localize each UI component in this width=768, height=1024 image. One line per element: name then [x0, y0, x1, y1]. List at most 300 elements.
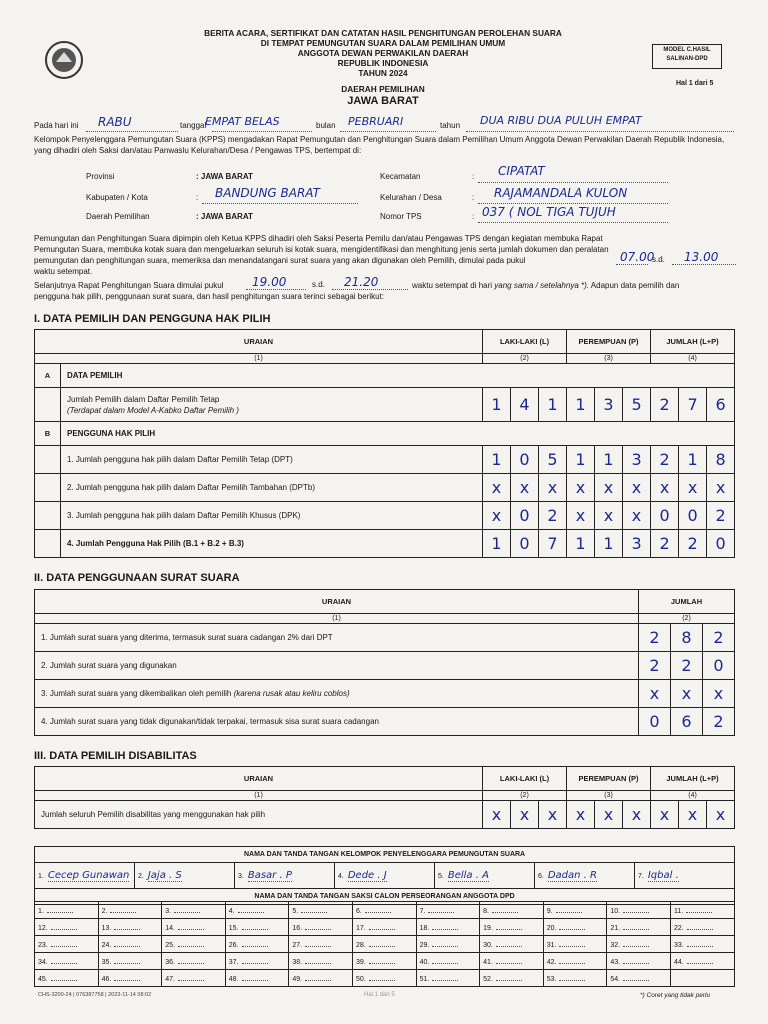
kpps-title: NAMA DAN TANDA TANGAN KELOMPOK PENYELENGGARA PEMUNGUTAN SUARA — [35, 847, 735, 863]
saksi-signature-cell — [162, 936, 226, 953]
saksi-signature-cell — [543, 970, 607, 987]
saksi-dotted-line — [114, 940, 140, 947]
kpps-name: Jaja . S — [147, 870, 182, 881]
s2-num-2: (2) — [639, 614, 735, 624]
saksi-dotted-line — [432, 974, 458, 981]
kpps-number: 3. — [238, 873, 244, 880]
saksi-number: 14. — [165, 924, 175, 932]
bulan-value: PEBRUARI — [348, 115, 404, 128]
kecamatan-label: Kecamatan — [380, 172, 421, 181]
s2-r3-digit: x — [703, 680, 735, 708]
saksi-dotted-line — [369, 957, 395, 964]
saksi-signature-cell — [480, 970, 544, 987]
saksi-dotted-line — [496, 957, 522, 964]
saksi-dotted-line — [51, 974, 77, 981]
saksi-number: 50. — [355, 975, 366, 983]
saksi-signature-cell — [670, 919, 734, 936]
s3-num-4: (4) — [651, 791, 735, 801]
saksi-number: 23. — [38, 941, 48, 949]
s1-num-2: (2) — [483, 354, 567, 364]
saksi-signature-cell — [607, 902, 671, 919]
s1-col-j: JUMLAH (L+P) — [651, 330, 735, 354]
saksi-signature-cell — [98, 970, 162, 987]
s2-r1-digit: 2 — [703, 624, 735, 652]
saksi-dotted-line — [432, 940, 458, 947]
s1-b1-digit: 1 — [595, 446, 623, 474]
saksi-dotted-line — [432, 957, 458, 964]
body-line-5-after: Adapun data pemilih dan — [590, 281, 680, 290]
saksi-dotted-line — [369, 974, 395, 981]
saksi-dotted-line — [496, 974, 522, 981]
s2-col-uraian: URAIAN — [35, 590, 639, 614]
s2-r1-digit: 2 — [639, 624, 671, 652]
s1-a-row-label — [61, 388, 483, 422]
s2-r1-digit: 8 — [671, 624, 703, 652]
s1-b1-digit: 2 — [651, 446, 679, 474]
saksi-empty-cell — [670, 970, 734, 987]
saksi-dotted-line — [623, 906, 649, 913]
tps-value: 037 ( NOL TIGA TUJUH — [482, 205, 616, 219]
area-label: DAERAH PEMILIHAN — [341, 84, 425, 94]
saksi-dotted-line — [369, 923, 395, 930]
saksi-number: 30. — [483, 941, 493, 949]
s2-r4-digit: 2 — [703, 708, 735, 736]
count-end-time: 21.20 — [344, 275, 379, 289]
saksi-dotted-line — [47, 906, 73, 913]
saksi-signature-cell — [35, 953, 99, 970]
s3-digit: x — [511, 801, 539, 829]
saksi-dotted-line — [242, 957, 268, 964]
s1-b4-digit: 0 — [511, 530, 539, 558]
s2-row-4-label: 4. Jumlah surat suara yang tidak digunakan/tidak terpakai, termasuk sisa surat suara cadangan — [35, 708, 639, 736]
body-line-5: Selanjutnya Rapat Penghitungan Suara dimulai pukul — [34, 281, 224, 290]
s1-b3-digit: x — [483, 502, 511, 530]
saksi-signature-cell — [480, 953, 544, 970]
s1-num-4: (4) — [651, 354, 735, 364]
saksi-number: 45. — [38, 975, 48, 983]
saksi-dotted-line — [114, 923, 140, 930]
saksi-signature-cell — [543, 902, 607, 919]
saksi-signature-cell — [352, 902, 416, 919]
saksi-number: 16. — [292, 924, 303, 932]
s1-b4-digit: 0 — [707, 530, 735, 558]
s1-a-title: DATA PEMILIH — [61, 364, 735, 388]
saksi-dotted-line — [305, 957, 331, 964]
provinsi-label: Provinsi — [86, 172, 115, 181]
s1-b4-digit: 2 — [651, 530, 679, 558]
saksi-signature-cell — [416, 936, 480, 953]
s1-a-digit: 6 — [707, 388, 735, 422]
s1-b2-digit: x — [483, 474, 511, 502]
provinsi-value: : JAWA BARAT — [196, 172, 253, 181]
section-2-title: II. DATA PENGGUNAAN SURAT SUARA — [34, 572, 240, 584]
saksi-number: 37. — [228, 958, 239, 966]
saksi-number: 3. — [165, 907, 172, 915]
saksi-number: 5. — [292, 907, 299, 915]
s3-digit: x — [707, 801, 735, 829]
s1-b4-digit: 1 — [595, 530, 623, 558]
s3-num-3: (3) — [567, 791, 651, 801]
kpps-number: 7. — [638, 873, 644, 880]
saksi-number: 29. — [419, 941, 430, 949]
area-value: JAWA BARAT — [347, 95, 419, 107]
s1-b3-digit: x — [567, 502, 595, 530]
saksi-number: 47. — [165, 975, 175, 983]
saksi-signature-cell — [352, 919, 416, 936]
saksi-dotted-line — [305, 940, 331, 947]
saksi-dotted-line — [242, 974, 268, 981]
saksi-dotted-line — [114, 957, 140, 964]
saksi-number: 9. — [546, 907, 553, 915]
page-indicator: Hal 1 dari 5 — [676, 80, 714, 87]
saksi-dotted-line — [492, 906, 518, 913]
saksi-signature-cell — [98, 936, 162, 953]
saksi-dotted-line — [623, 923, 649, 930]
saksi-dotted-line — [305, 974, 331, 981]
saksi-number: 33. — [673, 941, 684, 949]
s1-num-1: (1) — [35, 354, 483, 364]
s2-r4-digit: 0 — [639, 708, 671, 736]
saksi-number: 51. — [419, 975, 430, 983]
saksi-signature-cell — [607, 970, 671, 987]
saksi-signature-cell — [35, 919, 99, 936]
kpps-name: Cecep Gunawan — [47, 870, 130, 881]
saksi-signature-cell — [607, 953, 671, 970]
s1-b4-digit: 3 — [623, 530, 651, 558]
saksi-dotted-line — [559, 957, 585, 964]
kpps-name: Basar . P — [247, 870, 292, 881]
saksi-signature-cell — [480, 902, 544, 919]
saksi-signature-cell — [480, 936, 544, 953]
saksi-number: 2. — [101, 907, 108, 915]
s3-digit: x — [679, 801, 707, 829]
s2-r3-digit: x — [639, 680, 671, 708]
saksi-number: 34. — [38, 958, 48, 966]
s1-b2-digit: x — [511, 474, 539, 502]
s1-b4-digit: 2 — [679, 530, 707, 558]
saksi-number: 7. — [419, 907, 426, 915]
saksi-number: 17. — [355, 924, 366, 932]
s2-r3-digit: x — [671, 680, 703, 708]
kpps-number: 6. — [538, 873, 544, 880]
saksi-number: 10. — [610, 907, 621, 915]
s1-b1-digit: 3 — [623, 446, 651, 474]
section-2-table — [34, 589, 735, 736]
s3-num-2: (2) — [483, 791, 567, 801]
saksi-signature-cell — [607, 919, 671, 936]
saksi-dotted-line — [178, 940, 204, 947]
kpps-name: Dadan . R — [547, 870, 597, 881]
tahun-value: DUA RIBU DUA PULUH EMPAT — [480, 114, 642, 127]
saksi-dotted-line — [559, 923, 585, 930]
saksi-grid — [34, 901, 735, 987]
s1-a-row-line-2: (Terdapat dalam Model A-Kabko Daftar Pemilih ) — [67, 405, 239, 415]
s1-a-digit: 1 — [483, 388, 511, 422]
body-line-5-end: waktu setempat di hari — [412, 281, 493, 290]
s3-col-l: LAKI-LAKI (L) — [483, 767, 567, 791]
saksi-signature-cell — [162, 902, 226, 919]
saksi-dotted-line — [369, 940, 395, 947]
saksi-signature-cell — [670, 953, 734, 970]
s1-b3-digit: 2 — [539, 502, 567, 530]
saksi-signature-cell — [225, 970, 289, 987]
saksi-number: 39. — [355, 958, 366, 966]
end-time: 13.00 — [684, 250, 719, 264]
saksi-number: 11. — [673, 907, 684, 915]
s2-r2-digit: 0 — [703, 652, 735, 680]
saksi-dotted-line — [114, 974, 140, 981]
s1-b1-digit: 1 — [679, 446, 707, 474]
saksi-dotted-line — [432, 923, 458, 930]
saksi-signature-cell — [289, 902, 353, 919]
s3-col-uraian: URAIAN — [35, 767, 483, 791]
saksi-dotted-line — [51, 923, 77, 930]
saksi-signature-cell — [289, 970, 353, 987]
saksi-signature-cell — [35, 936, 99, 953]
section-3-table — [34, 766, 735, 829]
footer-page: Hal 1 dari 5 — [364, 992, 395, 998]
saksi-signature-cell — [416, 919, 480, 936]
s2-r4-digit: 6 — [671, 708, 703, 736]
s1-b2-digit: x — [707, 474, 735, 502]
s1-b1-digit: 8 — [707, 446, 735, 474]
saksi-dotted-line — [365, 906, 391, 913]
saksi-number: 35. — [101, 958, 112, 966]
s1-b-title: PENGGUNA HAK PILIH — [61, 422, 735, 446]
saksi-dotted-line — [623, 974, 649, 981]
saksi-signature-cell — [225, 953, 289, 970]
saksi-number: 43. — [610, 958, 621, 966]
kpu-logo — [44, 40, 84, 80]
hari-value: RABU — [98, 115, 132, 129]
dapil-value: : JAWA BARAT — [196, 212, 253, 221]
saksi-number: 48. — [228, 975, 239, 983]
s1-b1-digit: 1 — [483, 446, 511, 474]
dapil-label: Daerah Pemilihan — [86, 212, 150, 221]
saksi-signature-cell — [35, 970, 99, 987]
saksi-signature-cell — [225, 936, 289, 953]
kelurahan-value: RAJAMANDALA KULON — [494, 186, 628, 200]
tanggal-value: EMPAT BELAS — [205, 115, 280, 128]
s1-b-row-2-label: 2. Jumlah pengguna hak pilih dalam Daftar Pemilih Tambahan (DPTb) — [61, 474, 483, 502]
saksi-signature-cell — [607, 936, 671, 953]
s1-b4-digit: 1 — [567, 530, 595, 558]
saksi-title: NAMA DAN TANDA TANGAN SAKSI CALON PERSEORANGAN ANGGOTA DPD — [35, 889, 735, 905]
s1-b3-digit: 2 — [707, 502, 735, 530]
saksi-number: 38. — [292, 958, 303, 966]
s2-row-3-italic: (karena rusak atau keliru coblos) — [233, 689, 350, 698]
saksi-number: 8. — [483, 907, 489, 915]
saksi-dotted-line — [174, 906, 200, 913]
saksi-dotted-line — [178, 974, 204, 981]
body-line-5-italic: yang sama / setelahnya *). — [494, 281, 589, 290]
saksi-signature-cell — [289, 953, 353, 970]
saksi-dotted-line — [51, 940, 77, 947]
saksi-number: 12. — [38, 924, 48, 932]
saksi-dotted-line — [687, 923, 713, 930]
kpps-name: Dede . J — [347, 870, 387, 881]
s1-b1-digit: 0 — [511, 446, 539, 474]
s3-num-1: (1) — [35, 791, 483, 801]
footer-note: *) Coret yang tidak perlu — [640, 992, 711, 999]
saksi-number: 36. — [165, 958, 175, 966]
saksi-number: 6. — [355, 907, 362, 915]
s1-b3-digit: 0 — [651, 502, 679, 530]
saksi-signature-cell — [289, 936, 353, 953]
s1-b3-digit: x — [595, 502, 623, 530]
saksi-number: 26. — [228, 941, 239, 949]
saksi-signature-cell — [543, 936, 607, 953]
saksi-number: 21. — [610, 924, 621, 932]
saksi-dotted-line — [623, 940, 649, 947]
s1-b2-digit: x — [567, 474, 595, 502]
s1-b1-digit: 1 — [567, 446, 595, 474]
saksi-dotted-line — [496, 923, 522, 930]
saksi-number: 13. — [101, 924, 112, 932]
saksi-signature-cell — [352, 970, 416, 987]
s3-digit: x — [651, 801, 679, 829]
saksi-number: 52. — [483, 975, 493, 983]
saksi-signature-cell — [352, 953, 416, 970]
s1-b2-digit: x — [651, 474, 679, 502]
s3-digit: x — [483, 801, 511, 829]
saksi-dotted-line — [559, 940, 585, 947]
saksi-number: 32. — [610, 941, 621, 949]
s1-b1-digit: 5 — [539, 446, 567, 474]
s3-row-label: Jumlah seluruh Pemilih disabilitas yang menggunakan hak pilih — [35, 801, 483, 829]
saksi-signature-cell — [352, 936, 416, 953]
saksi-dotted-line — [110, 906, 136, 913]
saksi-dotted-line — [428, 906, 454, 913]
kecamatan-value: CIPATAT — [498, 164, 545, 178]
saksi-dotted-line — [305, 923, 331, 930]
saksi-dotted-line — [178, 957, 204, 964]
saksi-dotted-line — [242, 940, 268, 947]
s1-col-l: LAKI-LAKI (L) — [483, 330, 567, 354]
tahun-label: tahun — [440, 121, 461, 130]
signature-table — [34, 846, 735, 905]
header-line-3: ANGGOTA DEWAN PERWAKILAN DAERAH — [297, 48, 469, 58]
saksi-signature-cell — [162, 919, 226, 936]
pada-hari-ini-label: Pada hari ini — [34, 121, 79, 130]
body-line-1: Pemungutan dan Penghitungan Suara dipimpin oleh Ketua KPPS dihadiri oleh Saksi Peserta Pemilu dan/atau Pengawas TPS dengan kegiatan membuka Rapat — [34, 234, 603, 243]
saksi-signature-cell — [480, 919, 544, 936]
s1-b2-digit: x — [595, 474, 623, 502]
s2-row-3-text: 3. Jumlah surat suara yang dikembalikan oleh pemilih — [41, 689, 232, 698]
saksi-signature-cell — [543, 919, 607, 936]
s1-a-digit: 1 — [567, 388, 595, 422]
saksi-signature-cell — [98, 902, 162, 919]
saksi-signature-cell — [35, 902, 99, 919]
saksi-dotted-line — [51, 957, 77, 964]
saksi-signature-cell — [225, 902, 289, 919]
saksi-number: 46. — [101, 975, 112, 983]
s1-a-digit: 1 — [539, 388, 567, 422]
saksi-dotted-line — [238, 906, 264, 913]
header-line-4: REPUBLIK INDONESIA — [337, 58, 429, 68]
s2-row-3-label — [35, 680, 639, 708]
saksi-signature-cell — [416, 970, 480, 987]
saksi-signature-cell — [670, 936, 734, 953]
saksi-signature-cell — [416, 953, 480, 970]
s1-col-uraian: URAIAN — [35, 330, 483, 354]
s1-a-digit: 3 — [595, 388, 623, 422]
s1-a-digit: 4 — [511, 388, 539, 422]
saksi-number: 20. — [546, 924, 557, 932]
kelurahan-label: Kelurahan / Desa — [380, 193, 442, 202]
s1-b-label: B — [35, 422, 61, 446]
tanggal-label: tanggal — [180, 121, 207, 130]
s2-row-1-label: 1. Jumlah surat suara yang diterima, termasuk surat suara cadangan 2% dari DPT — [35, 624, 639, 652]
kpps-number: 5. — [438, 873, 444, 880]
header-line-2: DI TEMPAT PEMUNGUTAN SUARA DALAM PEMILIHAN UMUM — [260, 38, 506, 48]
saksi-number: 24. — [101, 941, 112, 949]
saksi-number: 18. — [419, 924, 430, 932]
count-start-time: 19.00 — [252, 275, 287, 289]
bulan-label: bulan — [316, 121, 336, 130]
saksi-dotted-line — [559, 974, 585, 981]
saksi-number: 41. — [483, 958, 493, 966]
kpps-signature-cell — [35, 863, 135, 889]
s1-b-row-4-label: 4. Jumlah Pengguna Hak Pilih (B.1 + B.2 + B.3) — [61, 530, 483, 558]
s1-a-digit: 7 — [679, 388, 707, 422]
saksi-signature-cell — [162, 970, 226, 987]
saksi-number: 31. — [546, 941, 557, 949]
s1-b2-digit: x — [679, 474, 707, 502]
s3-digit: x — [623, 801, 651, 829]
kabupaten-label: Kabupaten / Kota — [86, 193, 148, 202]
body-line-2: Pemungutan Suara, membuka kotak suara dan mengeluarkan seluruh isi kotak suara, mengidentifikasi dan menghitung jenis serta jumlah dokumen dan peralatan — [34, 245, 609, 254]
s2-row-2-label: 2. Jumlah surat suara yang digunakan — [35, 652, 639, 680]
saksi-dotted-line — [623, 957, 649, 964]
saksi-number: 28. — [355, 941, 366, 949]
saksi-number: 4. — [228, 907, 235, 915]
model-line-2: SALINAN-DPD — [666, 56, 708, 62]
saksi-signature-cell — [289, 919, 353, 936]
kpps-name: Iqbal . — [647, 870, 679, 881]
body-line-4: waktu setempat. — [34, 267, 93, 276]
kpps-signature-cell — [135, 863, 235, 889]
s3-digit: x — [595, 801, 623, 829]
saksi-signature-cell — [98, 953, 162, 970]
s1-num-3: (3) — [567, 354, 651, 364]
s1-col-p: PEREMPUAN (P) — [567, 330, 651, 354]
saksi-number: 42. — [546, 958, 557, 966]
footer-code: CHS-3200-24 | 076387758 | 2023-11-14 08:02 — [38, 992, 152, 998]
kpps-signature-cell — [235, 863, 335, 889]
s1-b2-digit: x — [623, 474, 651, 502]
header-line-1: BERITA ACARA, SERTIFIKAT DAN CATATAN HASIL PENGHITUNGAN PEROLEHAN SUARA — [204, 28, 562, 38]
s1-a-digit: 5 — [623, 388, 651, 422]
s3-col-p: PEREMPUAN (P) — [567, 767, 651, 791]
saksi-dotted-line — [686, 906, 712, 913]
s2-r2-digit: 2 — [671, 652, 703, 680]
s1-b3-digit: 0 — [511, 502, 539, 530]
intro-paragraph: Kelompok Penyelenggara Pemungutan Suara (KPPS) mengadakan Rapat Pemungutan dan Penghitungan Suara dalam Pemilihan Umum Anggota Dewan Perwakilan Daerah Republik Indonesia, yang dihadiri oleh Saksi dan/atau Panwaslu Kelurahan/Desa / Pengawas TPS, bertempat di: — [34, 135, 725, 155]
saksi-dotted-line — [687, 940, 713, 947]
s3-col-j: JUMLAH (L+P) — [651, 767, 735, 791]
tps-label: Nomor TPS — [380, 212, 422, 221]
s1-b3-digit: 0 — [679, 502, 707, 530]
saksi-number: 40. — [419, 958, 430, 966]
model-line-1: MODEL C.HASIL — [663, 47, 711, 53]
section-3-title: III. DATA PEMILIH DISABILITAS — [34, 750, 197, 762]
saksi-signature-cell — [416, 902, 480, 919]
start-time: 07.00 — [620, 250, 655, 264]
s1-b4-digit: 1 — [483, 530, 511, 558]
s3-digit: x — [539, 801, 567, 829]
header-line-5: TAHUN 2024 — [358, 68, 408, 78]
